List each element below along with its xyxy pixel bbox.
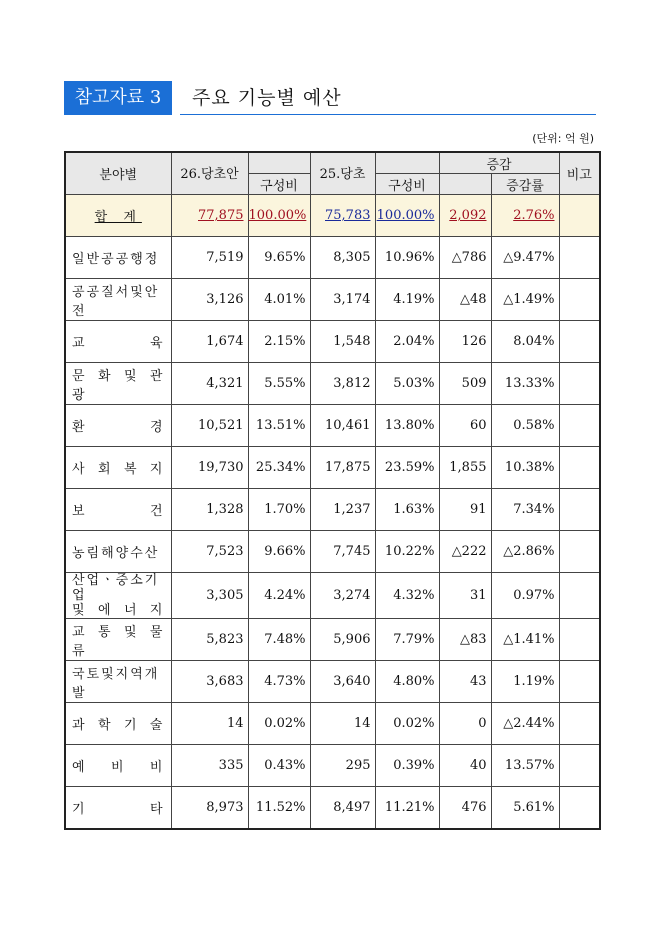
col-change-amount-blank	[439, 174, 491, 195]
cell-y26-share: 0.02%	[248, 703, 310, 745]
cell-note	[559, 447, 600, 489]
cell-change: △786	[439, 237, 491, 279]
row-field-name: 공공질서및안전	[65, 279, 171, 321]
cell-change: △83	[439, 619, 491, 661]
cell-y25-share: 4.80%	[375, 661, 439, 703]
cell-note	[559, 237, 600, 279]
cell-change: 43	[439, 661, 491, 703]
cell-y26-share: 4.01%	[248, 279, 310, 321]
cell-y25-share: 10.22%	[375, 531, 439, 573]
total-y25: 75,783	[325, 208, 371, 223]
cell-note	[559, 573, 600, 619]
cell-y25: 7,745	[310, 531, 375, 573]
cell-change: 40	[439, 745, 491, 787]
row-field-name-line2: 및 에 너 지	[72, 603, 165, 618]
table-row	[65, 405, 600, 447]
cell-y26-share: 9.66%	[248, 531, 310, 573]
cell-change-rate: 5.61%	[491, 787, 559, 830]
row-field-name	[65, 573, 171, 619]
reference-badge: 참고자료 3	[64, 81, 172, 115]
total-y26-share: 100.00%	[248, 208, 307, 223]
cell-y26: 7,523	[171, 531, 248, 573]
page-title: 주요 기능별 예산	[192, 87, 342, 109]
cell-change-rate: 10.38%	[491, 447, 559, 489]
cell-y25-share: 4.32%	[375, 573, 439, 619]
row-field-name: 보 건	[65, 489, 171, 531]
cell-y25-share: 7.79%	[375, 619, 439, 661]
cell-y25: 3,812	[310, 363, 375, 405]
cell-y26-share: 0.43%	[248, 745, 310, 787]
col-change: 증감	[439, 152, 559, 174]
cell-y26: 7,519	[171, 237, 248, 279]
cell-y26: 1,674	[171, 321, 248, 363]
col-y26-share-spacer	[248, 152, 310, 174]
table-row	[65, 573, 600, 619]
cell-change: 476	[439, 787, 491, 830]
cell-y26: 3,683	[171, 661, 248, 703]
cell-y25: 3,640	[310, 661, 375, 703]
cell-change-rate: 13.33%	[491, 363, 559, 405]
cell-y25: 3,174	[310, 279, 375, 321]
cell-change: 60	[439, 405, 491, 447]
cell-y26-share: 13.51%	[248, 405, 310, 447]
col-y26: 26.당초안	[171, 152, 248, 195]
cell-note	[559, 703, 600, 745]
cell-change: △222	[439, 531, 491, 573]
cell-note	[559, 489, 600, 531]
cell-y25: 3,274	[310, 573, 375, 619]
cell-note	[559, 363, 600, 405]
col-y25: 25.당초	[310, 152, 375, 195]
cell-y26: 10,521	[171, 405, 248, 447]
cell-y26-share: 25.34%	[248, 447, 310, 489]
cell-y26-share: 4.73%	[248, 661, 310, 703]
row-field-name: 교 통 및 물 류	[65, 619, 171, 661]
cell-note	[559, 405, 600, 447]
title-underline	[180, 114, 596, 115]
cell-y26-share: 5.55%	[248, 363, 310, 405]
cell-y25: 10,461	[310, 405, 375, 447]
cell-note	[559, 787, 600, 830]
cell-change: 91	[439, 489, 491, 531]
cell-y25-share: 5.03%	[375, 363, 439, 405]
col-y26-share: 구성비	[248, 174, 310, 195]
cell-y26: 1,328	[171, 489, 248, 531]
row-field-name: 농림해양수산	[65, 531, 171, 573]
row-field-name: 일반공공행정	[65, 237, 171, 279]
cell-y25: 14	[310, 703, 375, 745]
total-y25-share: 100.00%	[376, 208, 435, 223]
total-y26: 77,875	[198, 208, 244, 223]
col-change-rate: 증감률	[491, 174, 559, 195]
total-change-rate: 2.76%	[513, 208, 555, 223]
table-row	[65, 447, 600, 489]
cell-change: 0	[439, 703, 491, 745]
col-y25-share: 구성비	[375, 174, 439, 195]
cell-change: 509	[439, 363, 491, 405]
total-change: 2,092	[449, 208, 487, 223]
cell-note	[559, 321, 600, 363]
cell-change-rate: 0.97%	[491, 573, 559, 619]
cell-y25: 8,497	[310, 787, 375, 830]
cell-change: △48	[439, 279, 491, 321]
cell-y26-share: 7.48%	[248, 619, 310, 661]
table-row	[65, 703, 600, 745]
cell-y25-share: 11.21%	[375, 787, 439, 830]
cell-y25-share: 4.19%	[375, 279, 439, 321]
row-field-name: 문 화 및 관 광	[65, 363, 171, 405]
table-row	[65, 787, 600, 830]
col-y25-share-spacer	[375, 152, 439, 174]
cell-y25: 1,237	[310, 489, 375, 531]
cell-y25-share: 10.96%	[375, 237, 439, 279]
cell-change-rate: △1.49%	[491, 279, 559, 321]
cell-note	[559, 745, 600, 787]
cell-y25-share: 2.04%	[375, 321, 439, 363]
cell-note	[559, 661, 600, 703]
cell-change-rate: 13.57%	[491, 745, 559, 787]
cell-y26: 3,126	[171, 279, 248, 321]
cell-change-rate: 8.04%	[491, 321, 559, 363]
table-row	[65, 489, 600, 531]
row-field-name: 기 타	[65, 787, 171, 830]
table-row	[65, 531, 600, 573]
total-label: 합 계	[65, 195, 171, 237]
cell-change-rate: 7.34%	[491, 489, 559, 531]
table-row	[65, 237, 600, 279]
cell-y26: 8,973	[171, 787, 248, 830]
col-note: 비고	[559, 152, 600, 195]
cell-y25: 5,906	[310, 619, 375, 661]
table-row	[65, 619, 600, 661]
cell-change: 126	[439, 321, 491, 363]
table-row	[65, 661, 600, 703]
cell-y25-share: 13.80%	[375, 405, 439, 447]
cell-y25: 1,548	[310, 321, 375, 363]
unit-note: (단위: 억 원)	[532, 132, 594, 145]
cell-y25-share: 0.39%	[375, 745, 439, 787]
cell-change-rate: 0.58%	[491, 405, 559, 447]
row-field-name: 국토및지역개발	[65, 661, 171, 703]
table-row	[65, 279, 600, 321]
cell-y26: 4,321	[171, 363, 248, 405]
cell-y26: 19,730	[171, 447, 248, 489]
col-field: 분야별	[65, 152, 171, 195]
cell-change-rate: △1.41%	[491, 619, 559, 661]
table-row	[65, 363, 600, 405]
row-field-name: 과 학 기 술	[65, 703, 171, 745]
total-note	[559, 195, 600, 237]
cell-y26-share: 4.24%	[248, 573, 310, 619]
row-field-name-line1: 산업ㆍ중소기업	[72, 573, 160, 603]
cell-y26: 5,823	[171, 619, 248, 661]
cell-y26: 3,305	[171, 573, 248, 619]
cell-change-rate: △2.44%	[491, 703, 559, 745]
cell-y25-share: 0.02%	[375, 703, 439, 745]
table-row	[65, 745, 600, 787]
cell-change: 1,855	[439, 447, 491, 489]
cell-change-rate: 1.19%	[491, 661, 559, 703]
cell-y25-share: 23.59%	[375, 447, 439, 489]
cell-y25: 8,305	[310, 237, 375, 279]
cell-y26-share: 11.52%	[248, 787, 310, 830]
cell-y26-share: 2.15%	[248, 321, 310, 363]
cell-y26: 14	[171, 703, 248, 745]
cell-y26-share: 1.70%	[248, 489, 310, 531]
budget-table	[64, 151, 601, 830]
row-field-name: 교 육	[65, 321, 171, 363]
row-field-name: 환 경	[65, 405, 171, 447]
cell-y25: 17,875	[310, 447, 375, 489]
cell-change: 31	[439, 573, 491, 619]
cell-y25-share: 1.63%	[375, 489, 439, 531]
row-field-name: 사 회 복 지	[65, 447, 171, 489]
cell-change-rate: △2.86%	[491, 531, 559, 573]
total-row	[65, 195, 600, 237]
cell-note	[559, 279, 600, 321]
cell-y25: 295	[310, 745, 375, 787]
cell-note	[559, 619, 600, 661]
row-field-name: 예 비 비	[65, 745, 171, 787]
cell-note	[559, 531, 600, 573]
cell-change-rate: △9.47%	[491, 237, 559, 279]
cell-y26-share: 9.65%	[248, 237, 310, 279]
cell-y26: 335	[171, 745, 248, 787]
table-row	[65, 321, 600, 363]
page-header	[64, 81, 596, 115]
